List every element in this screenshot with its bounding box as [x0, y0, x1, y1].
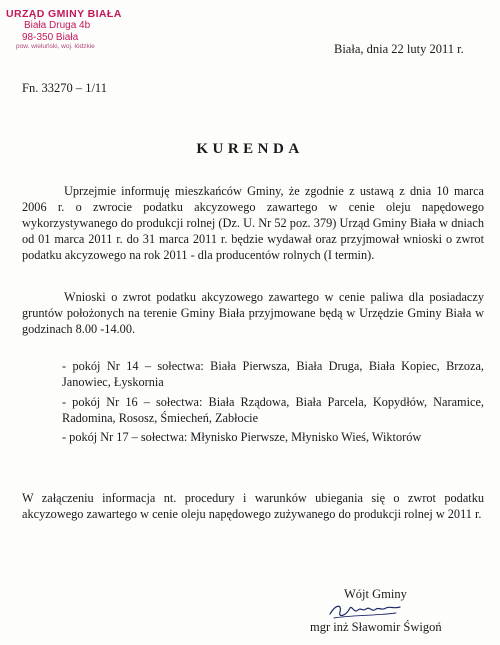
office-stamp [6, 8, 146, 51]
reference-number: Fn. 33270 – 1/11 [22, 81, 107, 95]
stamp-line-region: pow. wieluński, woj. łódzkie [16, 43, 95, 51]
document-title: KURENDA [196, 141, 304, 157]
room-item-17: - pokój Nr 17 – sołectwa: Młynisko Pierwsze, Młynisko Wieś, Wiktorów [62, 430, 422, 445]
room-item-14: - pokój Nr 14 – sołectwa: Biała Pierwsza, Biała Druga, Biała Kopiec, Brzoza, Janowiec, Łyskornia [62, 359, 484, 390]
signature-title: Wójt Gminy [344, 587, 407, 601]
paragraph-attachment: W załączeniu informacja nt. procedury i warunków ubiegania się o zwrot podatku akcyzowego zawartego w cenie oleju napędowego zużywanego do produkcji rolnej w 2011 r. [22, 491, 484, 521]
handwritten-signature [326, 600, 404, 622]
paragraph-hours: Wnioski o zwrot podatku akcyzowego zawartego w cenie paliwa dla posiadaczy gruntów położonych na terenie Gminy Biała przyjmowane będą w Urzędzie Gminy Biała w godzinach 8.00 -14.00. [22, 290, 484, 336]
room-list [62, 358, 484, 448]
stamp-line-street: Biała Druga 4b [24, 20, 91, 32]
paragraph-intro: Uprzejmie informuję mieszkańców Gminy, że zgodnie z ustawą z dnia 10 marca 2006 r. o zwrocie podatku akcyzowego zawartego w cenie oleju napędowego wykorzystywanego do produkcji rolnej (Dz. U. Nr 52 poz. 379) Urząd Gminy Biała w dniach od 01 marca 2011 r. do 31 marca 2011 r. będzie wydawał oraz przyjmował wnioski o zwrot podatku akcyzowego na rok 2011 - dla producentów rolnych (I termin). [22, 184, 484, 262]
stamp-line-postcode: 98-350 Biała [22, 31, 79, 43]
stamp-line-office: URZĄD GMINY BIAŁA [6, 8, 122, 20]
room-item-16: - pokój Nr 16 – sołectwa: Biała Rządowa, Biała Parcela, Kopydłów, Naramice, Radomina, Rososz, Śmiecheń, Zabłocie [62, 394, 484, 425]
document-date: Biała, dnia 22 luty 2011 r. [334, 42, 464, 56]
signatory-name: mgr inż Sławomir Świgoń [310, 620, 442, 634]
